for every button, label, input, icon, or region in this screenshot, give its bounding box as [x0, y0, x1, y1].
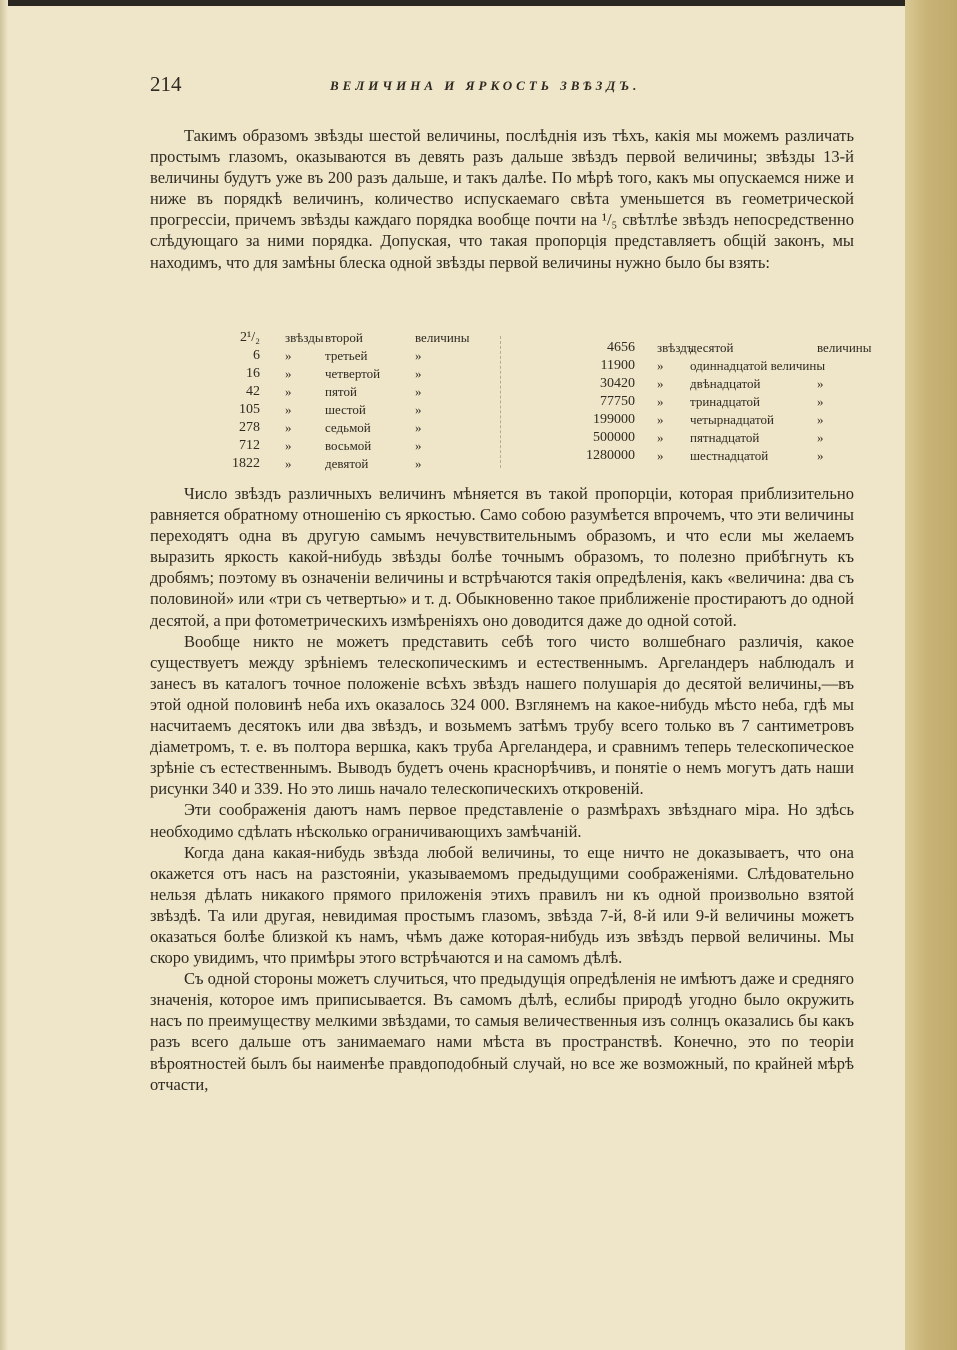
magnitude-ordinal: восьмой	[325, 438, 372, 453]
star-word: »	[657, 394, 664, 409]
star-word: »	[285, 456, 292, 471]
magnitude-word: »	[817, 430, 824, 445]
table-row	[190, 438, 500, 456]
magnitude-word: »	[415, 348, 422, 363]
magnitude-ordinal: двѣнадцатой	[690, 376, 761, 391]
magnitude-ordinal: десятой	[690, 340, 734, 355]
magnitude-ordinal: одиннадцатой величины	[690, 358, 826, 373]
paragraph: Эти соображенія даютъ намъ первое представленіе о размѣрахъ звѣзднаго міра. Но здѣсь необходимо сдѣлать нѣсколько ограничивающихъ замѣчаній.	[150, 800, 854, 841]
magnitude-word: »	[817, 394, 824, 409]
star-count: 77750	[600, 394, 635, 409]
star-count: 1822	[232, 456, 260, 471]
star-word: »	[657, 448, 664, 463]
page-gutter-shadow	[0, 0, 8, 1350]
magnitude-word: »	[415, 402, 422, 417]
magnitude-ordinal: второй	[325, 330, 363, 345]
star-count: 199000	[593, 412, 635, 427]
star-count: 1280000	[586, 448, 635, 463]
magnitude-word: »	[415, 456, 422, 471]
table-row	[190, 384, 500, 402]
paragraph-intro: Такимъ образомъ звѣзды шестой величины, послѣднія изъ тѣхъ, какія мы можемъ различать простымъ глазомъ, оказываются въ девять разъ дальше звѣздъ первой величины; звѣзды 13-й величины будутъ уже въ 200 разъ дальше, и такъ далѣе. По мѣрѣ того, какъ мы опускаемся ниже и ниже въ порядкѣ величинъ, количество испускаемаго свѣта уменьшется въ геометрической прогрессіи, причемъ звѣзды каждаго порядка вообще почти на ¹/₅ свѣтлѣе звѣздъ непосредственно слѣдующаго за ними порядка. Допуская, что такая пропорція представляетъ общій законъ, мы находимъ, что для замѣны блеска одной звѣзды первой величины нужно было бы взять:	[150, 126, 854, 272]
magnitude-word: »	[415, 438, 422, 453]
table-row	[555, 448, 865, 466]
star-word: »	[657, 358, 664, 373]
magnitude-ordinal: четырнадцатой	[690, 412, 774, 427]
star-count: 278	[239, 420, 260, 435]
magnitude-word: »	[415, 420, 422, 435]
paragraph: Число звѣздъ различныхъ величинъ мѣняется въ такой пропорціи, которая приблизительно равняется обратному отношенію съ яркостью. Само собою разумѣется впрочемъ, что эти величины переходятъ одна въ другую самымъ нечувствительнымъ образомъ, и что если мы желаемъ выразить яркость какой-нибудь звѣзды болѣе точнымъ образомъ, то полезно прибѣгнуть къ дробямъ; поэтому въ означеніи величины и встрѣчаются такія опредѣленія, какъ «величина: два съ половиной» или «три съ четвертью» и т. д. Обыкновенно такое приближеніе простираютъ до одной десятой, а при фотометрическихъ измѣреніяхъ оно доводится даже до одной сотой.	[150, 484, 854, 630]
star-count: 712	[239, 438, 260, 453]
magnitude-word: »	[415, 384, 422, 399]
star-count: 105	[239, 402, 260, 417]
star-word: »	[657, 430, 664, 445]
magnitude-ordinal: тринадцатой	[690, 394, 760, 409]
table-row	[555, 394, 865, 412]
star-word: »	[285, 366, 292, 381]
paragraph: Съ одной стороны можетъ случиться, что предыдущія опредѣленія не имѣютъ даже и средняго значенія, которое имъ приписывается. Въ самомъ дѣлѣ, еслибы природѣ угодно было окружить насъ по преимуществу мелкими звѣздами, то самыя величественныя изъ солнцъ оказались бы какъ разъ всего дальше отъ занимаемаго нами мѣста въ пространствѣ. Конечно, это по теоріи вѣроятностей былъ бы наименѣе правдоподобный случай, но все же возможный, по крайней мѣрѣ отчасти,	[150, 969, 854, 1094]
table-row	[190, 456, 500, 474]
table-row	[555, 412, 865, 430]
star-word: »	[285, 420, 292, 435]
page-fore-edge	[905, 0, 957, 1350]
star-count: 11900	[600, 358, 635, 373]
magnitude-ordinal: четвертой	[325, 366, 381, 381]
star-count: 16	[246, 366, 260, 381]
magnitude-word: величины	[817, 340, 872, 355]
magnitude-ordinal: шестнадцатой	[690, 448, 769, 463]
scan-top-border	[0, 0, 905, 6]
star-word: »	[657, 376, 664, 391]
table-row	[190, 366, 500, 384]
magnitude-ordinal: пятой	[325, 384, 357, 399]
magnitude-word: »	[817, 412, 824, 427]
running-head: ВЕЛИЧИНА И ЯРКОСТЬ ЗВѢЗДЪ.	[330, 78, 641, 93]
magnitude-ordinal: девятой	[325, 456, 369, 471]
paragraph: Вообще никто не можетъ представить себѣ того чисто волшебнаго различія, какое существуетъ между зрѣніемъ телескопическимъ и естественнымъ. Аргеландеръ наблюдалъ и занесъ въ каталогъ точное положеніе всѣхъ звѣздъ нашего полушарія до десятой величины,—въ этой одной половинѣ неба ихъ оказалось 324 000. Взглянемъ на какое-нибудь мѣсто неба, гдѣ мы насчитаемъ десятокъ или два звѣздъ, и возьмемъ затѣмъ трубу всего только въ 7 сантиметровъ діаметромъ, т. е. въ полтора вершка, какъ труба Аргеландера, и сравнимъ теперь телескопическое зрѣніе съ естественнымъ. Выводъ будетъ очень краснорѣчивъ, и понятіе о немъ могутъ дать наши рисунки 340 и 339. Но это лишь начало телескопическихъ откровеній.	[150, 631, 854, 799]
table-row	[190, 330, 500, 348]
page-header	[150, 72, 865, 102]
magnitude-table	[150, 330, 872, 478]
star-count: 42	[246, 384, 260, 399]
star-word: »	[657, 412, 664, 427]
magnitude-word: »	[817, 448, 824, 463]
magnitude-word: »	[817, 376, 824, 391]
table-row	[555, 340, 872, 358]
page-number: 214	[150, 72, 182, 96]
star-word: »	[285, 384, 292, 399]
star-word: »	[285, 438, 292, 453]
table-row	[190, 402, 500, 420]
star-count: 2¹/₂	[240, 330, 260, 345]
magnitude-ordinal: третьей	[325, 348, 368, 363]
magnitude-ordinal: пятнадцатой	[690, 430, 760, 445]
table-row	[555, 358, 865, 376]
star-count: 30420	[600, 376, 635, 391]
star-count: 6	[253, 348, 260, 363]
table-left-column	[190, 330, 500, 474]
star-word: звѣзды	[285, 330, 324, 345]
table-row	[190, 420, 500, 438]
table-row	[555, 376, 865, 394]
table-right-column	[555, 340, 872, 466]
column-divider	[500, 336, 502, 468]
star-word: »	[285, 348, 292, 363]
star-word: звѣздъ	[657, 340, 694, 355]
star-count: 4656	[607, 340, 635, 355]
magnitude-word: »	[415, 366, 422, 381]
paragraph: Когда дана какая-нибудь звѣзда любой величины, то еще ничто не доказываетъ, что она окажется отъ насъ на разстояніи, указываемомъ предыдущими соображеніями. Слѣдовательно нельзя дѣлать никакого прямого приложенія этихъ правилъ ни къ одной произвольно взятой звѣздѣ. Та или другая, невидимая простымъ глазомъ, звѣзда 7-й, 8-й или 9-й величины можетъ оказаться болѣе близкой къ намъ, чѣмъ даже которая-нибудь изъ звѣздъ первой величины. Мы скоро увидимъ, что примѣры этого встрѣчаются и на самомъ дѣлѣ.	[150, 842, 854, 968]
table-row	[555, 430, 865, 448]
star-count: 500000	[593, 430, 635, 445]
body-text	[150, 483, 854, 1095]
magnitude-ordinal: шестой	[325, 402, 366, 417]
star-word: »	[285, 402, 292, 417]
magnitude-ordinal: седьмой	[325, 420, 371, 435]
magnitude-word: величины	[415, 330, 470, 345]
table-row	[190, 348, 500, 366]
